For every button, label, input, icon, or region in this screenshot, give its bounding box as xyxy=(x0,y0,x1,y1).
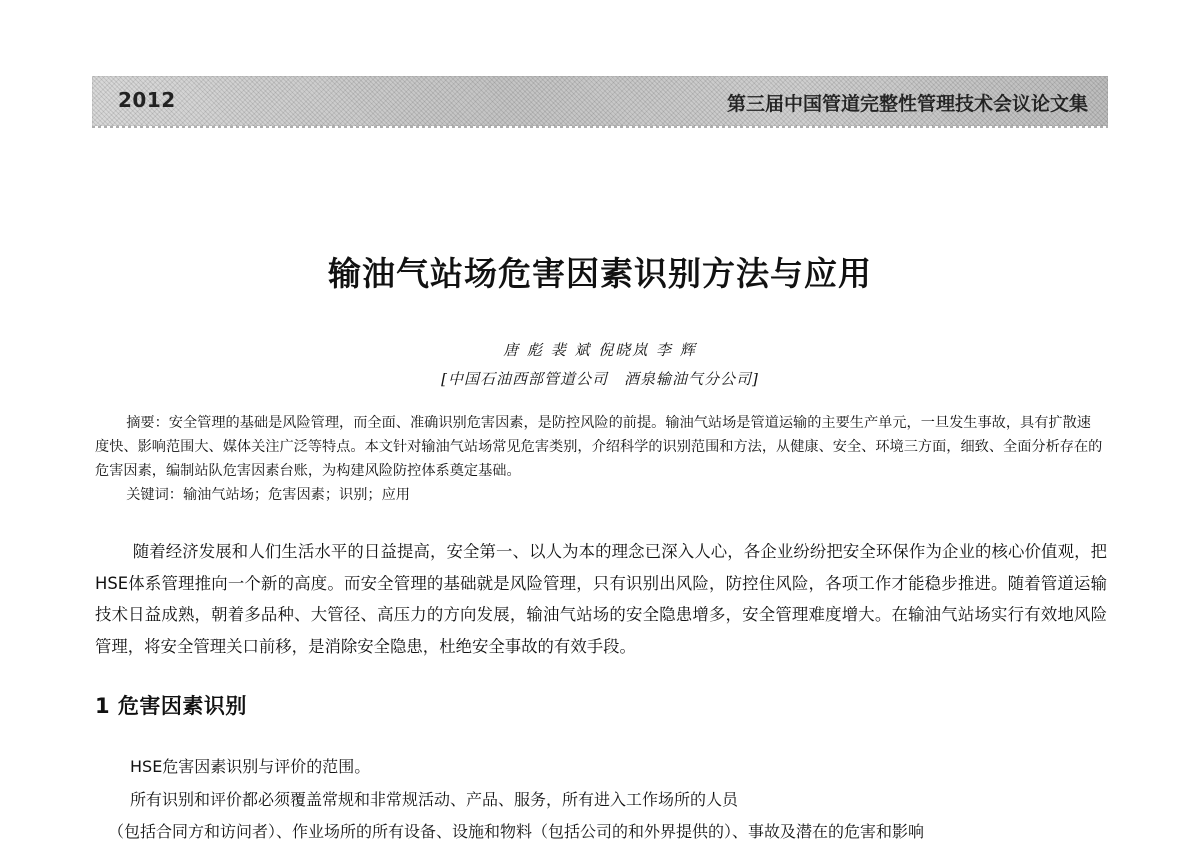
header-year: 2012 xyxy=(118,88,176,112)
abstract: 摘要：安全管理的基础是风险管理，而全面、准确识别危害因素，是防控风险的前提。输油气站场是管道运输的主要生产单元，一旦发生事故，具有扩散速度快、影响范围大、媒体关注广泛等特点。本文针对输油气站场常见危害类别，介绍科学的识别范围和方法，从健康、安全、环境三方面，细致、全面分析存在的危害因素，编制站队危害因素台账，为构建风险防控体系奠定基础。 xyxy=(95,415,1103,479)
section-body xyxy=(108,751,1110,849)
keywords: 关键词：输油气站场；危害因素；识别；应用 xyxy=(126,487,410,503)
section-heading: 1 危害因素识别 xyxy=(95,694,247,718)
author-affiliation: [中国石油西部管道公司 酒泉输油气分公司] xyxy=(441,370,759,388)
running-header xyxy=(92,76,1108,126)
author-list: 唐 彪 裴 斌 倪晓岚 李 辉 xyxy=(503,341,697,359)
body-line: HSE危害因素识别与评价的范围。 xyxy=(130,757,371,776)
paper-title: 输油气站场危害因素识别方法与应用 xyxy=(328,254,872,293)
header-conference-title: 第三届中国管道完整性管理技术会议论文集 xyxy=(726,93,1088,115)
intro-paragraph: 随着经济发展和人们生活水平的日益提高，安全第一、以人为本的理念已深入人心，各企业纷纷把安全环保作为企业的核心价值观，把HSE体系管理推向一个新的高度。而安全管理的基础就是风险管理，只有识别出风险，防控住风险，各项工作才能稳步推进。随着管道运输技术日益成熟，朝着多品种、大管径、高压力的方向发展，输油气站场的安全隐患增多，安全管理难度增大。在输油气站场实行有效地风险管理，将安全管理关口前移，是消除安全隐患，杜绝安全事故的有效手段。 xyxy=(95,542,1107,656)
body-line: （包括合同方和访问者）、作业场所的所有设备、设施和物料（包括公司的和外界提供的）、事故及潜在的危害和影响 xyxy=(108,822,925,841)
body-line: 所有识别和评价都必须覆盖常规和非常规活动、产品、服务，所有进入工作场所的人员 xyxy=(130,789,739,809)
header-divider xyxy=(92,126,1108,128)
